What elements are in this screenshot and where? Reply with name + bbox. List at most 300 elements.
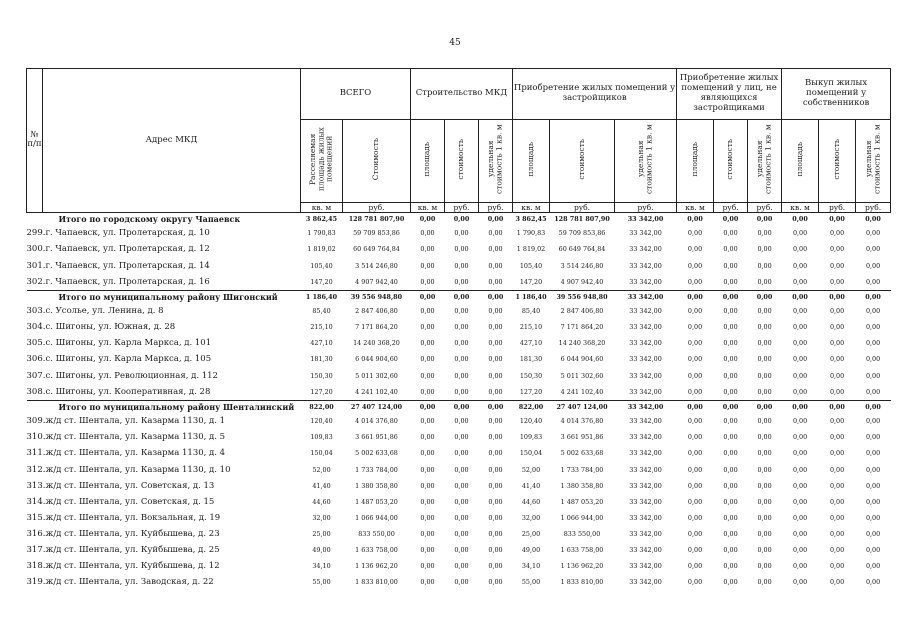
value-cell: 4 907 942,40	[560, 277, 604, 286]
value-cell: 0,00	[488, 578, 503, 587]
value-cell: 0,00	[829, 339, 845, 348]
value-cell: 0,00	[865, 546, 881, 554]
value-cell: 0,00	[865, 355, 881, 364]
value-cell: 1 633 758,00	[355, 546, 398, 554]
value-cell: 0,00	[454, 578, 469, 587]
value-cell: 0,00	[687, 277, 703, 286]
value-cell: 128 781 807,90	[343, 212, 411, 225]
col-header-g3-0	[677, 120, 714, 203]
value-cell: 0,00	[420, 307, 435, 316]
address-cell: ж/д ст. Шентала, ул. Вокзальная, д. 19	[45, 512, 221, 523]
value-cell: 0,00	[488, 529, 503, 538]
value-cell: 0,00	[454, 562, 469, 571]
value-cell: 0,00	[757, 497, 772, 506]
col-header-label: Расселяемая площадь жилых помещений	[308, 127, 334, 191]
unit-header: руб.	[445, 202, 479, 212]
value-cell: 0,00	[454, 433, 469, 442]
value-cell: 33 342,00	[629, 261, 662, 270]
value-cell: 0,00	[723, 323, 738, 332]
value-cell: 1 633 758,00	[560, 546, 604, 554]
address-cell: ж/д ст. Шентала, ул. Советская, д. 13	[45, 480, 215, 491]
value-cell: 0,00	[757, 417, 772, 426]
value-cell: 0,00	[792, 465, 808, 474]
subtotal-label: Итого по муниципальному району Шенталинский	[43, 400, 301, 413]
value-cell: 33 342,00	[629, 245, 662, 254]
col-header-label: стоимость	[831, 138, 841, 180]
value-cell: 0,00	[757, 277, 772, 286]
row-number: 308.	[26, 386, 46, 397]
col-header-label: стоимость	[576, 138, 586, 180]
value-cell: 0,00	[488, 465, 503, 474]
subtotal-row	[27, 290, 891, 303]
col-header-g0-0	[301, 120, 343, 203]
value-cell: 44,60	[521, 497, 541, 506]
value-cell: 0,00	[488, 449, 503, 458]
row-number: 305.	[26, 338, 46, 349]
value-cell: 0,00	[757, 323, 772, 332]
value-cell: 33 342,00	[629, 323, 662, 332]
value-cell: 4 241 102,40	[355, 387, 398, 396]
value-cell: 0,00	[454, 387, 469, 396]
value-cell: 0,00	[420, 433, 435, 442]
value-cell: 0,00	[865, 339, 881, 348]
address-cell: г. Чапаевск, ул. Пролетарская, д. 16	[45, 276, 210, 287]
col-header-address: Адрес МКД	[43, 69, 301, 213]
value-cell: 0,00	[792, 449, 808, 458]
col-header-g2-1	[550, 120, 615, 203]
value-cell: 0,00	[792, 355, 808, 364]
value-cell: 33 342,00	[629, 513, 662, 522]
value-cell: 0,00	[792, 578, 808, 587]
value-cell: 0,00	[792, 562, 808, 571]
value-cell: 0,00	[792, 339, 808, 348]
row-number	[27, 400, 43, 413]
value-cell: 0,00	[488, 245, 503, 254]
value-cell: 0,00	[420, 355, 435, 364]
value-cell: 4 014 376,80	[355, 417, 398, 426]
address-cell: с. Шигоны, ул. Карла Маркса, д. 101	[45, 338, 212, 349]
address-cell: г. Чапаевск, ул. Пролетарская, д. 14	[45, 260, 210, 271]
value-cell: 0,00	[865, 513, 881, 522]
row-number: 315.	[26, 512, 46, 523]
value-cell: 44,60	[312, 497, 331, 506]
value-cell: 0,00	[757, 307, 772, 316]
row-number: 312.	[26, 464, 46, 475]
value-cell: 0,00	[757, 481, 772, 490]
col-header-g4-1	[819, 120, 856, 203]
value-cell: 0,00	[687, 513, 703, 522]
value-cell: 0,00	[865, 481, 881, 490]
value-cell: 0,00	[420, 261, 435, 270]
value-cell: 0,00	[829, 387, 845, 396]
value-cell: 0,00	[748, 400, 782, 413]
address-cell: ж/д ст. Шентала, ул. Казарма 1130, д. 5	[45, 432, 226, 443]
row-number	[27, 290, 43, 303]
value-cell: 1 833 810,00	[560, 578, 604, 587]
row-number: 313.	[26, 480, 46, 491]
value-cell: 1 186,40	[301, 290, 343, 303]
value-cell: 0,00	[782, 290, 819, 303]
value-cell: 0,00	[723, 433, 738, 442]
col-header-g4-0	[782, 120, 819, 203]
value-cell: 0,00	[723, 449, 738, 458]
value-cell: 0,00	[488, 546, 503, 554]
table-row	[27, 335, 891, 351]
group-header-construction: Строительство МКД	[411, 69, 513, 120]
value-cell: 41,40	[312, 481, 331, 490]
address-cell: ж/д ст. Шентала, ул. Казарма 1130, д. 4	[45, 448, 226, 459]
value-cell: 822,00	[513, 400, 550, 413]
value-cell: 0,00	[420, 245, 435, 254]
value-cell: 0,00	[420, 497, 435, 506]
value-cell: 0,00	[829, 513, 845, 522]
value-cell: 0,00	[723, 261, 738, 270]
row-number: 300.	[26, 244, 46, 255]
value-cell: 0,00	[757, 355, 772, 364]
subtotal-row	[27, 212, 891, 225]
value-cell: 0,00	[757, 562, 772, 571]
value-cell: 0,00	[454, 481, 469, 490]
value-cell: 0,00	[445, 290, 479, 303]
value-cell: 0,00	[454, 245, 469, 254]
value-cell: 0,00	[865, 323, 881, 332]
value-cell: 0,00	[687, 387, 703, 396]
value-cell: 34,10	[312, 562, 331, 571]
value-cell: 0,00	[687, 497, 703, 506]
value-cell: 0,00	[829, 261, 845, 270]
value-cell: 0,00	[677, 400, 714, 413]
col-header-label: удельная стоимость 1 кв. м	[486, 124, 504, 194]
value-cell: 0,00	[792, 229, 808, 238]
value-cell: 0,00	[420, 387, 435, 396]
value-cell: 0,00	[829, 497, 845, 506]
value-cell: 0,00	[445, 400, 479, 413]
value-cell: 0,00	[723, 355, 738, 364]
value-cell: 1 790,83	[516, 229, 546, 238]
value-cell: 4 014 376,80	[560, 417, 604, 426]
value-cell: 0,00	[420, 449, 435, 458]
value-cell: 0,00	[856, 400, 891, 413]
value-cell: 0,00	[723, 465, 738, 474]
value-cell: 0,00	[488, 481, 503, 490]
value-cell: 0,00	[723, 245, 738, 254]
row-number: 304.	[26, 322, 46, 333]
value-cell: 0,00	[454, 277, 469, 286]
value-cell: 0,00	[792, 245, 808, 254]
address-cell: ж/д ст. Шентала, ул. Казарма 1130, д. 10	[45, 464, 231, 475]
value-cell: 0,00	[829, 417, 845, 426]
value-cell: 1 380 358,80	[355, 481, 398, 490]
value-cell: 0,00	[865, 417, 881, 426]
value-cell: 7 171 864,20	[355, 323, 398, 332]
value-cell: 181,30	[310, 355, 333, 364]
address-cell: ж/д ст. Шентала, ул. Советская, д. 15	[45, 496, 215, 507]
value-cell: 427,10	[310, 339, 333, 348]
value-cell: 0,00	[723, 417, 738, 426]
value-cell: 0,00	[757, 465, 772, 474]
value-cell: 0,00	[420, 465, 435, 474]
col-header-g4-2	[856, 120, 891, 203]
value-cell: 0,00	[829, 371, 845, 380]
unit-header: кв. м	[782, 202, 819, 212]
value-cell: 33 342,00	[629, 277, 662, 286]
value-cell: 0,00	[687, 371, 703, 380]
value-cell: 0,00	[687, 307, 703, 316]
value-cell: 0,00	[865, 529, 881, 538]
value-cell: 0,00	[865, 229, 881, 238]
value-cell: 0,00	[420, 513, 435, 522]
value-cell: 5 011 302,60	[355, 371, 398, 380]
value-cell: 59 709 853,86	[558, 229, 606, 238]
unit-header: кв. м	[301, 202, 343, 212]
table-row	[27, 542, 891, 558]
value-cell: 4 907 942,40	[355, 277, 398, 286]
address-cell: с. Шигоны, ул. Южная, д. 28	[45, 322, 176, 333]
value-cell: 0,00	[723, 277, 738, 286]
unit-header: кв. м	[513, 202, 550, 212]
col-header-label: удельная стоимость 1 кв. м	[636, 124, 654, 194]
row-number: 301.	[26, 260, 46, 271]
unit-header: руб.	[550, 202, 615, 212]
value-cell: 0,00	[420, 481, 435, 490]
value-cell: 0,00	[420, 578, 435, 587]
value-cell: 0,00	[488, 417, 503, 426]
value-cell: 0,00	[819, 290, 856, 303]
value-cell: 5 002 633,68	[560, 449, 604, 458]
value-cell: 0,00	[723, 562, 738, 571]
value-cell: 0,00	[411, 212, 445, 225]
value-cell: 0,00	[420, 339, 435, 348]
value-cell: 0,00	[829, 433, 845, 442]
table-row	[27, 494, 891, 510]
value-cell: 0,00	[488, 229, 503, 238]
col-header-g0-1	[343, 120, 411, 203]
col-header-g2-2	[615, 120, 677, 203]
value-cell: 33 342,00	[629, 449, 662, 458]
value-cell: 0,00	[687, 339, 703, 348]
address-cell: с. Шигоны, ул. Кооперативная, д. 28	[45, 386, 211, 397]
table-row	[27, 241, 891, 257]
value-cell: 0,00	[829, 245, 845, 254]
value-cell: 52,00	[521, 465, 541, 474]
value-cell: 215,10	[519, 323, 543, 332]
value-cell: 0,00	[757, 578, 772, 587]
value-cell: 0,00	[488, 387, 503, 396]
table-row	[27, 368, 891, 384]
value-cell: 0,00	[792, 546, 808, 554]
value-cell: 41,40	[521, 481, 541, 490]
subtotal-row	[27, 400, 891, 413]
value-cell: 147,20	[519, 277, 543, 286]
value-cell: 0,00	[454, 449, 469, 458]
address-cell: с. Шигоны, ул. Карла Маркса, д. 105	[45, 354, 212, 365]
value-cell: 27 407 124,00	[343, 400, 411, 413]
table-row	[27, 351, 891, 367]
value-cell: 0,00	[488, 497, 503, 506]
value-cell: 32,00	[312, 513, 331, 522]
value-cell: 0,00	[687, 529, 703, 538]
row-number: 309.	[26, 416, 46, 427]
value-cell: 0,00	[454, 261, 469, 270]
value-cell: 5 011 302,60	[560, 371, 604, 380]
value-cell: 0,00	[792, 261, 808, 270]
value-cell: 33 342,00	[629, 417, 662, 426]
table-row	[27, 384, 891, 401]
value-cell: 1 790,83	[307, 229, 336, 238]
value-cell: 3 514 246,80	[560, 261, 604, 270]
unit-header: руб.	[748, 202, 782, 212]
value-cell: 0,00	[865, 497, 881, 506]
value-cell: 0,00	[420, 277, 435, 286]
value-cell: 1 186,40	[513, 290, 550, 303]
value-cell: 33 342,00	[629, 481, 662, 490]
value-cell: 0,00	[792, 529, 808, 538]
value-cell: 0,00	[454, 529, 469, 538]
value-cell: 0,00	[723, 481, 738, 490]
col-header-g1-2	[479, 120, 513, 203]
value-cell: 0,00	[488, 307, 503, 316]
value-cell: 1 819,02	[516, 245, 546, 254]
col-header-label: площадь	[794, 141, 804, 177]
value-cell: 0,00	[829, 323, 845, 332]
table-row	[27, 303, 891, 319]
value-cell: 33 342,00	[615, 212, 677, 225]
value-cell: 1 833 810,00	[355, 578, 398, 587]
value-cell: 833 550,00	[563, 529, 601, 538]
value-cell: 0,00	[687, 546, 703, 554]
value-cell: 0,00	[757, 529, 772, 538]
value-cell: 0,00	[454, 229, 469, 238]
row-number	[27, 212, 43, 225]
value-cell: 128 781 807,90	[550, 212, 615, 225]
value-cell: 33 342,00	[629, 546, 662, 554]
value-cell: 0,00	[687, 245, 703, 254]
value-cell: 0,00	[757, 229, 772, 238]
table-row	[27, 526, 891, 542]
value-cell: 0,00	[454, 513, 469, 522]
value-cell: 0,00	[677, 290, 714, 303]
value-cell: 2 847 406,80	[355, 307, 398, 316]
value-cell: 0,00	[420, 529, 435, 538]
value-cell: 120,40	[519, 417, 543, 426]
value-cell: 14 240 368,20	[353, 339, 400, 348]
value-cell: 32,00	[521, 513, 541, 522]
value-cell: 0,00	[829, 578, 845, 587]
value-cell: 0,00	[488, 433, 503, 442]
row-number: 319.	[26, 577, 46, 588]
value-cell: 0,00	[454, 417, 469, 426]
value-cell: 33 342,00	[629, 355, 662, 364]
value-cell: 0,00	[792, 481, 808, 490]
value-cell: 0,00	[748, 212, 782, 225]
value-cell: 0,00	[687, 449, 703, 458]
value-cell: 822,00	[301, 400, 343, 413]
value-cell: 0,00	[757, 433, 772, 442]
row-number: 303.	[26, 306, 46, 317]
value-cell: 833 550,00	[358, 529, 395, 538]
value-cell: 0,00	[687, 323, 703, 332]
value-cell: 0,00	[865, 465, 881, 474]
value-cell: 0,00	[723, 387, 738, 396]
address-cell: г. Чапаевск, ул. Пролетарская, д. 10	[45, 228, 210, 239]
col-header-label: удельная стоимость 1 кв. м	[863, 124, 882, 194]
row-number: 318.	[26, 561, 46, 572]
unit-header: кв. м	[411, 202, 445, 212]
value-cell: 127,20	[310, 387, 333, 396]
value-cell: 0,00	[819, 400, 856, 413]
address-cell: с. Шигоны, ул. Революционная, д. 112	[45, 370, 218, 381]
value-cell: 0,00	[479, 212, 513, 225]
value-cell: 0,00	[757, 546, 772, 554]
value-cell: 0,00	[829, 529, 845, 538]
value-cell: 127,20	[519, 387, 543, 396]
value-cell: 0,00	[782, 400, 819, 413]
value-cell: 49,00	[521, 546, 541, 554]
value-cell: 0,00	[782, 212, 819, 225]
value-cell: 215,10	[310, 323, 333, 332]
value-cell: 0,00	[454, 307, 469, 316]
row-number: 306.	[26, 354, 46, 365]
value-cell: 0,00	[792, 323, 808, 332]
value-cell: 109,83	[519, 433, 543, 442]
row-number: 302.	[26, 276, 46, 287]
value-cell: 3 514 246,80	[355, 261, 398, 270]
value-cell: 0,00	[792, 371, 808, 380]
value-cell: 3 862,45	[301, 212, 343, 225]
col-header-label: площадь	[689, 141, 699, 177]
value-cell: 0,00	[829, 449, 845, 458]
value-cell: 6 044 904,60	[355, 355, 398, 364]
value-cell: 0,00	[757, 339, 772, 348]
col-header-g3-2	[748, 120, 782, 203]
value-cell: 0,00	[488, 339, 503, 348]
value-cell: 25,00	[312, 529, 331, 538]
group-header-nondeveloper-purchase: Приобретение жилых помещений у лиц, не являющихся застройщиками	[677, 69, 782, 120]
value-cell: 33 342,00	[629, 578, 662, 587]
unit-header: руб.	[343, 202, 411, 212]
value-cell: 0,00	[829, 481, 845, 490]
value-cell: 0,00	[488, 355, 503, 364]
value-cell: 0,00	[479, 400, 513, 413]
value-cell: 60 649 764,84	[353, 245, 400, 254]
value-cell: 0,00	[792, 433, 808, 442]
value-cell: 4 241 102,40	[560, 387, 604, 396]
value-cell: 33 342,00	[629, 307, 662, 316]
value-cell: 150,30	[519, 371, 543, 380]
unit-header: руб.	[479, 202, 513, 212]
value-cell: 60 649 764,84	[558, 245, 606, 254]
value-cell: 39 556 948,80	[550, 290, 615, 303]
value-cell: 0,00	[723, 513, 738, 522]
value-cell: 0,00	[687, 578, 703, 587]
address-cell: ж/д ст. Шентала, ул. Куйбышева, д. 12	[45, 561, 220, 572]
value-cell: 0,00	[411, 290, 445, 303]
table-row	[27, 461, 891, 477]
value-cell: 0,00	[488, 277, 503, 286]
value-cell: 0,00	[865, 433, 881, 442]
value-cell: 0,00	[714, 400, 748, 413]
group-header-developer-purchase: Приобретение жилых помещений у застройщиков	[513, 69, 677, 120]
value-cell: 0,00	[454, 339, 469, 348]
value-cell: 0,00	[420, 546, 435, 554]
table-row	[27, 574, 891, 590]
value-cell: 0,00	[865, 387, 881, 396]
address-cell: ж/д ст. Шентала, ул. Куйбышева, д. 23	[45, 528, 220, 539]
address-cell: ж/д ст. Шентала, ул. Куйбышева, д. 25	[45, 545, 220, 555]
value-cell: 0,00	[829, 277, 845, 286]
value-cell: 0,00	[865, 578, 881, 587]
value-cell: 181,30	[519, 355, 543, 364]
